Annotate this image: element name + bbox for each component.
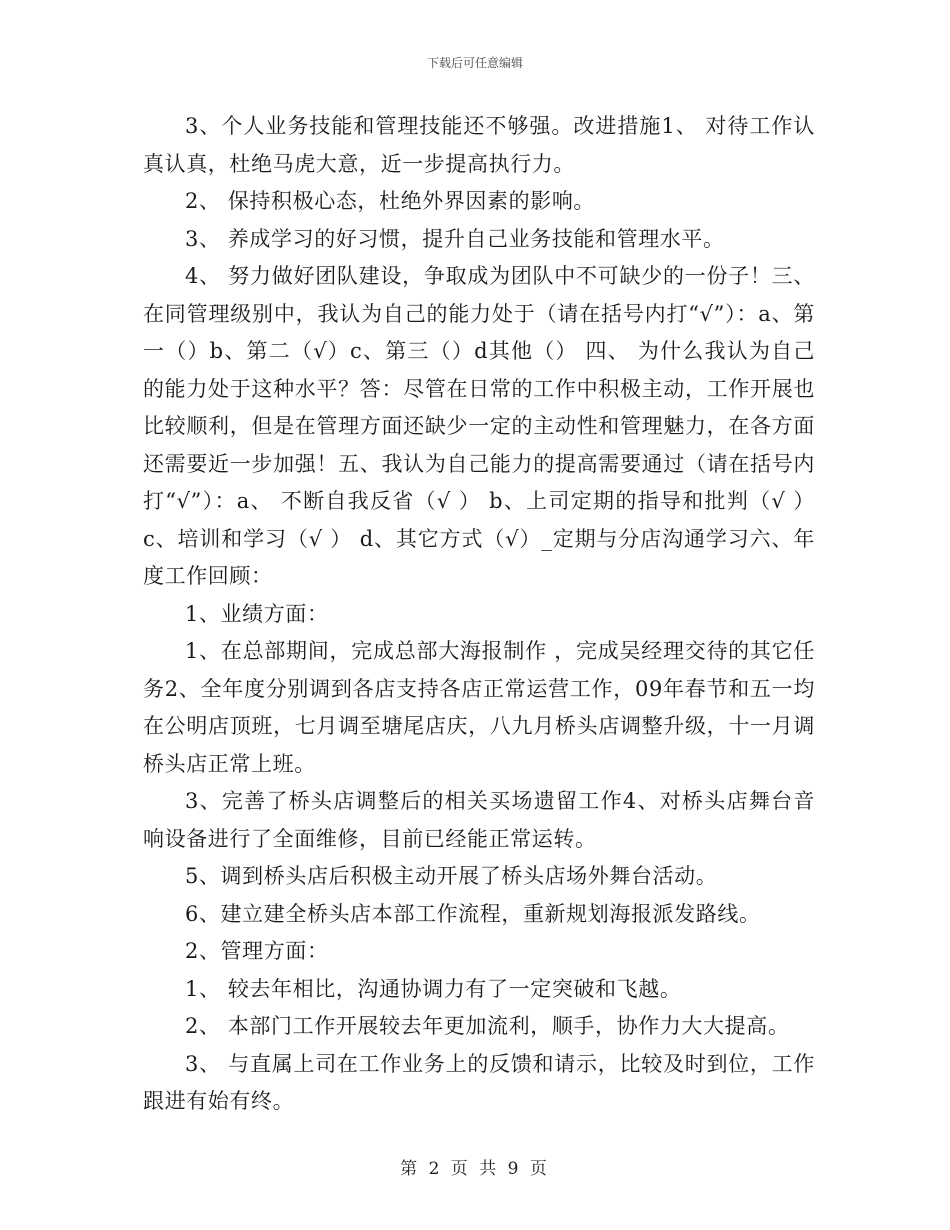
paragraph: 3、 养成学习的好习惯，提升自己业务技能和管理水平。 <box>185 226 725 251</box>
paragraph: 3、完善了桥头店调整后的相关买场遗留工作4、对桥头店舞台音响设备进行了全面维修，目前已经能正常运转。 <box>143 789 815 851</box>
paragraph: 2、管理方面： <box>185 939 329 963</box>
paragraph: 2、 保持积极心态，杜绝外界因素的影响。 <box>185 189 596 213</box>
paragraph: 3、个人业务技能和管理技能还不够强。改进措施1、 对待工作认真认真，杜绝马虎大意，近一步提高执行力。 <box>143 114 815 176</box>
paragraph: 1、业绩方面： <box>185 601 329 626</box>
paragraph: 3、 与直属上司在工作业务上的反馈和请示，比较及时到位，工作跟进有始有终。 <box>143 1051 815 1113</box>
paragraph: 5、调到桥头店后积极主动开展了桥头店场外舞台活动。 <box>185 864 718 888</box>
page-number: 第 2 页 共 9 页 <box>400 1159 550 1179</box>
page-header: 下载后可任意编辑 <box>426 56 523 70</box>
paragraph: 1、 较去年相比，沟通协调力有了一定突破和飞越。 <box>185 976 682 1001</box>
paragraph: 1、在总部期间，完成总部大海报制作 ，完成吴经理交待的其它任务2、全年度分别调到各店支持各店正常运营工作，09年春节和五一均在公明店顶班，七月调至塘尾店庆，八九月桥头店调整升级，十一月调桥头店正常上班。 <box>143 639 815 776</box>
paragraph: 6、建立建全桥头店本部工作流程，重新规划海报派发路线。 <box>185 901 761 926</box>
paragraph: 4、 努力做好团队建设，争取成为团队中不可缺少的一份子！三、 在同管理级别中，我认为自己的能力处于（请在括号内打“√”）：a、第一（）b、第二（√）c、第三（）d其他（） 四、 为什么我认为自己的能力处于这种水平？答：尽管在日常的工作中积极主动，工作开展也比较顺利，但是在管理方面还缺少一定的主动性和管理魅力，在各方面还需要近一步加强！五、我认为自己能力的提高需要通过（请在括号内打“√”）：a、 不断自我反省（√ ） b、上司定期的指导和批判（√ ）c、培训和学习（√ ） d、其它方式（√）_定期与分店沟通学习六、年度工作回顾： <box>143 264 815 588</box>
paragraph: 2、 本部门工作开展较去年更加流利，顺手，协作力大大提高。 <box>185 1014 790 1038</box>
document-body <box>143 108 815 1121</box>
